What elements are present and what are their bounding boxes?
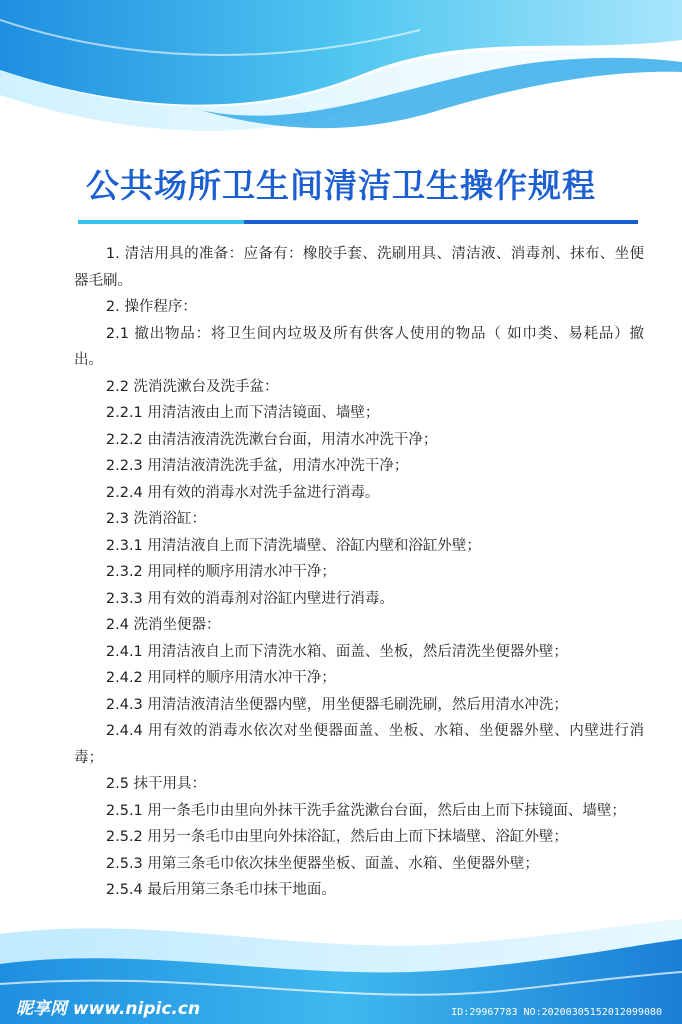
- site-watermark: 昵享网 www.nipic.cn: [16, 999, 201, 1019]
- paragraph: 2.1 撤出物品：将卫生间内垃圾及所有供客人使用的物品（ 如巾类、易耗品）撤出。: [74, 325, 644, 368]
- paragraph: 2.2.1 用清洁液由上而下清洁镜面、墙壁；: [105, 405, 380, 421]
- procedure-text: [74, 241, 644, 904]
- title-underline-light: [78, 220, 244, 224]
- paragraph: 2. 操作程序：: [105, 299, 197, 315]
- paragraph: 2.4.1 用清洁液自上而下清洗水箱、面盖、坐板，然后清洗坐便器外壁；: [105, 643, 568, 660]
- paragraph: 2.5.1 用一条毛巾由里向外抹干洗手盆洗漱台台面，然后由上而下抹镜面、墙壁；: [105, 802, 626, 819]
- paragraph: 2.3.1 用清洁液自上而下清洗墙壁、浴缸内壁和浴缸外壁；: [105, 537, 481, 554]
- top-wave-decoration: [0, 0, 682, 150]
- paragraph: 2.4.2 用同样的顺序用清水冲干净；: [105, 670, 336, 686]
- paragraph: 2.3.2 用同样的顺序用清水冲干净；: [105, 564, 336, 580]
- paragraph: 1. 清洁用具的准备：应备有：橡胶手套、洗刷用具、清洁液、消毒剂、抹布、坐便器毛刷。: [74, 246, 644, 289]
- paragraph: 2.3 洗消浴缸：: [105, 511, 207, 527]
- image-id-watermark: ID:29967783 NO:20200305152012099080: [451, 1007, 662, 1018]
- paragraph: 2.2.4 用有效的消毒水对洗手盆进行消毒。: [105, 484, 380, 501]
- paragraph: 2.5.4 最后用第三条毛巾抹干地面。: [105, 882, 336, 898]
- paragraph: 2.3.3 用有效的消毒剂对浴缸内壁进行消毒。: [105, 590, 394, 607]
- paragraph: 2.5.2 用另一条毛巾由里向外抹浴缸，然后由上而下抹墙壁、浴缸外壁；: [105, 829, 568, 845]
- paragraph: 2.5.3 用第三条毛巾依次抹坐便器坐板、面盖、水箱、坐便器外壁；: [105, 855, 539, 872]
- paragraph: 2.4.3 用清洁液清洁坐便器内壁，用坐便器毛刷洗刷，然后用清水冲洗；: [105, 696, 568, 713]
- paragraph: 2.4.4 用有效的消毒水依次对坐便器面盖、坐板、水箱、坐便器外壁、内壁进行消毒；: [74, 723, 644, 766]
- paragraph: 2.2.2 由清洁液清洗洗漱台台面，用清水冲洗干净；: [105, 431, 438, 448]
- paragraph: 2.5 抹干用具：: [105, 776, 207, 792]
- paragraph: 2.2.3 用清洁液清洗洗手盆，用清水冲洗干净；: [105, 458, 409, 474]
- page-title: 公共场所卫生间清洁卫生操作规程: [86, 166, 596, 205]
- paragraph: 2.4 洗消坐便器：: [105, 617, 221, 633]
- title-underline-dark: [244, 220, 638, 224]
- paragraph: 2.2 洗消洗漱台及洗手盆：: [105, 378, 279, 395]
